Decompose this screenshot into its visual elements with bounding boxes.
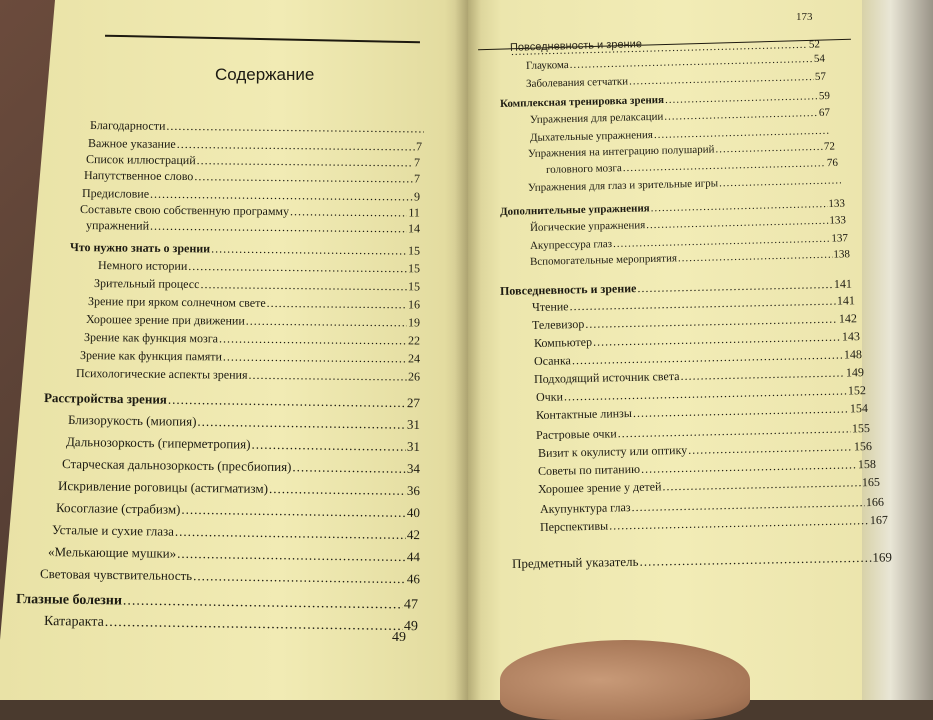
left-toc-dot-leader xyxy=(197,414,406,433)
left-toc-dot-leader xyxy=(175,524,406,543)
left-toc-entry-page: 22 xyxy=(407,333,421,348)
left-toc-entry-page: 31 xyxy=(406,438,421,454)
left-toc-dot-leader xyxy=(181,502,406,521)
left-toc-dot-leader xyxy=(251,437,406,455)
right-toc-entry-label: Упражнения на интеграцию полушарий xyxy=(527,143,715,160)
left-toc-dot-leader xyxy=(267,296,407,312)
left-toc-extra-page: 49 xyxy=(392,630,406,645)
right-toc-entry-label: Чтение xyxy=(531,299,569,314)
right-toc-entry-page: 155 xyxy=(851,421,871,436)
right-toc-entry-label: Комплексная тренировка зрения xyxy=(499,93,665,110)
right-toc-entry-page: 138 xyxy=(833,248,851,261)
left-toc-entry-label: Старческая дальнозоркость (пресбиопия) xyxy=(61,456,292,475)
left-toc-entry-label: Дальнозоркость (гиперметропия) xyxy=(65,434,251,452)
page-stack-edge xyxy=(862,0,933,700)
right-toc-entry-label: головного мозга xyxy=(545,162,622,176)
left-toc-entry-label: Зрительный процесс xyxy=(93,276,200,292)
right-toc-entry-label: Дыхательные упражнения xyxy=(529,128,654,144)
left-toc-entry-label: Расстройства зрения xyxy=(43,390,168,407)
left-toc-entry-page: 15 xyxy=(407,261,421,276)
right-toc-entry-page: 154 xyxy=(849,401,869,416)
left-toc-dot-leader xyxy=(177,137,415,154)
left-toc-dot-leader xyxy=(197,153,413,170)
left-toc-entry-label: Важное указание xyxy=(87,136,176,151)
right-toc-entry-page: 76 xyxy=(826,156,839,170)
left-toc-entry-page: 49 xyxy=(403,619,419,635)
left-toc-entry-label: Глазные болезни xyxy=(15,592,123,609)
left-toc-entry-label: Список иллюстраций xyxy=(85,152,196,168)
left-toc-dot-leader xyxy=(223,349,407,366)
right-toc-entry-label: Визит к окулисту или оптику xyxy=(537,442,688,460)
right-toc-entry-label: Упражнения для релаксации xyxy=(529,110,664,126)
left-toc-dot-leader xyxy=(177,546,406,565)
right-toc-entry-page: 141 xyxy=(836,293,856,308)
right-toc-entry-label: Осанка xyxy=(533,353,572,368)
right-toc-entry-label: Растровые очки xyxy=(535,426,617,442)
right-toc-entry-page: 169 xyxy=(872,549,893,565)
right-toc-entry-page: 133 xyxy=(829,214,847,227)
right-toc-entry-page: 59 xyxy=(818,89,831,103)
left-toc-dot-leader xyxy=(194,169,413,186)
right-toc-entry-page: 142 xyxy=(838,311,858,326)
left-toc-dot-leader xyxy=(246,314,407,331)
book-gutter xyxy=(455,0,481,700)
left-toc-entry-label: Составьте свою собственную программу xyxy=(79,202,290,219)
right-toc-entry-page: 143 xyxy=(841,329,861,344)
left-toc-entry-label: Психологические аспекты зрения xyxy=(75,366,248,382)
right-toc-entry-label: Перспективы xyxy=(539,518,609,534)
left-toc-dot-leader xyxy=(150,219,407,237)
right-toc-entry-label: Упражнения для глаз и зрительные игры xyxy=(527,177,719,194)
left-toc-entry-page: 11 xyxy=(408,205,421,220)
right-toc-entry-page: 152 xyxy=(847,383,867,398)
toc-title: Содержание xyxy=(215,65,315,84)
left-toc-dot-leader xyxy=(219,331,407,348)
left-toc-entry-page: 9 xyxy=(413,189,421,204)
right-toc-entry-label: Очки xyxy=(535,389,564,404)
right-toc-entry-label: Глаукома xyxy=(525,58,569,72)
left-toc-entry-page: 26 xyxy=(407,369,421,384)
left-toc-entry-page: 44 xyxy=(406,549,421,565)
left-toc-entry-label: Что нужно знать о зрении xyxy=(69,240,211,256)
left-toc-entry-page: 36 xyxy=(406,482,421,499)
left-toc-entry-page: 14 xyxy=(407,221,421,236)
left-toc-dot-leader xyxy=(168,392,406,411)
left-toc-entry-label: Предисловие xyxy=(81,186,150,201)
right-toc-entry-label: Советы по питанию xyxy=(537,461,641,478)
right-toc-entry-page: 149 xyxy=(845,365,865,380)
left-toc-entry-page: 19 xyxy=(407,315,421,330)
left-toc-entry-page: 42 xyxy=(406,526,421,543)
left-toc-entry-label: Искривление роговицы (астигматизм) xyxy=(57,478,269,496)
left-toc-entry-page: 15 xyxy=(407,279,421,294)
left-toc-entry-label: Косоглазие (страбизм) xyxy=(55,500,181,517)
right-toc-entry-label: Акупунктура глаз xyxy=(539,500,631,516)
left-toc-entry-page: 24 xyxy=(407,351,421,366)
left-toc-dot-leader xyxy=(200,277,407,294)
right-toc-entry-label: Акупрессура глаз xyxy=(529,237,613,252)
left-toc-entry-label: Катаракта xyxy=(43,614,104,630)
left-toc-entry-label: Благодарности xyxy=(89,118,166,133)
right-toc-entry-page: 156 xyxy=(853,439,873,454)
right-toc-entry-page: 52 xyxy=(808,38,821,51)
right-toc-entry-page: 165 xyxy=(861,474,881,490)
left-toc-entry-page: 27 xyxy=(406,395,421,411)
right-toc-entry-label: Йогические упражнения xyxy=(529,219,646,234)
right-toc-entry-page: 54 xyxy=(813,52,826,65)
right-toc-entry-page: 57 xyxy=(814,70,827,83)
right-toc-entry-page: 166 xyxy=(865,494,885,510)
left-toc-dot-leader xyxy=(193,568,406,587)
left-toc-entry-label: «Мелькающие мушки» xyxy=(47,544,177,561)
right-toc-entry-label: Заболевания сетчатки xyxy=(525,75,629,90)
left-toc-entry-label: Хорошее зрение при движении xyxy=(85,312,245,328)
left-toc-dot-leader xyxy=(290,204,408,220)
right-toc-entry-page: 158 xyxy=(857,456,877,472)
left-toc-entry-label: Зрение как функция памяти xyxy=(79,348,223,364)
left-toc-dot-leader xyxy=(248,368,407,385)
right-toc-entry-page: 133 xyxy=(828,197,846,210)
left-toc-entry-page: 15 xyxy=(407,243,421,258)
right-toc-entry-label: Дополнительные упражнения xyxy=(499,202,650,218)
right-toc-entry-label: Контактные линзы xyxy=(535,405,633,422)
right-toc-entry-page: 141 xyxy=(833,276,853,292)
left-toc-dot-leader xyxy=(211,241,407,258)
left-toc-entry-page: 7 xyxy=(413,171,421,186)
left-toc-entry-page: 7 xyxy=(413,155,421,170)
hand xyxy=(500,640,750,720)
left-toc-entry-page: 47 xyxy=(403,597,419,613)
left-toc-entry-label: упражнений xyxy=(85,218,150,233)
right-toc-entry-label: Компьютер xyxy=(533,334,593,350)
left-toc-entry-label: Напутственное слово xyxy=(83,168,194,184)
left-toc-entry-page: 31 xyxy=(406,416,421,432)
left-toc-dot-leader xyxy=(188,259,407,276)
right-toc-entry-label: Повседневность и зрение xyxy=(499,281,637,298)
right-toc-entry-page: 72 xyxy=(823,140,836,153)
left-toc-entry-label: Световая чувствительность xyxy=(39,566,193,584)
running-head: Повседневность и зрение xyxy=(509,38,643,54)
right-toc-entry-label: Вспомогательные мероприятия xyxy=(529,252,678,268)
right-toc-entry-page: 67 xyxy=(818,106,831,119)
left-toc-entry-page: 34 xyxy=(406,460,421,476)
right-toc-entry-label: Телевизор xyxy=(531,316,585,332)
page-number: 173 xyxy=(796,11,813,23)
left-toc-dot-leader xyxy=(150,187,413,205)
left-toc-dot-leader xyxy=(292,459,406,477)
left-toc-entry-label: Зрение как функция мозга xyxy=(83,330,219,346)
left-toc-entry-page: 40 xyxy=(406,504,421,521)
right-toc-entry-label: Хорошее зрение у детей xyxy=(537,479,662,496)
right-toc-entry-page: 167 xyxy=(869,512,889,528)
left-toc-entry-page: 16 xyxy=(407,297,421,312)
left-toc-entry-page: 46 xyxy=(406,571,421,587)
left-toc-entry-label: Усталые и сухие глаза xyxy=(51,522,175,539)
left-toc-entry-page: 7 xyxy=(415,139,423,154)
right-toc-entry-label: Подходящий источник света xyxy=(533,368,680,386)
left-toc-entry-label: Немного истории xyxy=(97,258,188,273)
right-toc-entry-label: Предметный указатель xyxy=(511,553,639,571)
left-toc-entry-label: Зрение при ярком солнечном свете xyxy=(87,294,266,310)
left-toc-entry-label: Близорукость (миопия) xyxy=(67,412,197,429)
right-toc-entry-page: 137 xyxy=(831,232,849,245)
right-toc-entry-page: 148 xyxy=(843,347,863,362)
left-toc-dot-leader xyxy=(269,481,406,499)
left-toc-dot-leader xyxy=(166,119,424,137)
